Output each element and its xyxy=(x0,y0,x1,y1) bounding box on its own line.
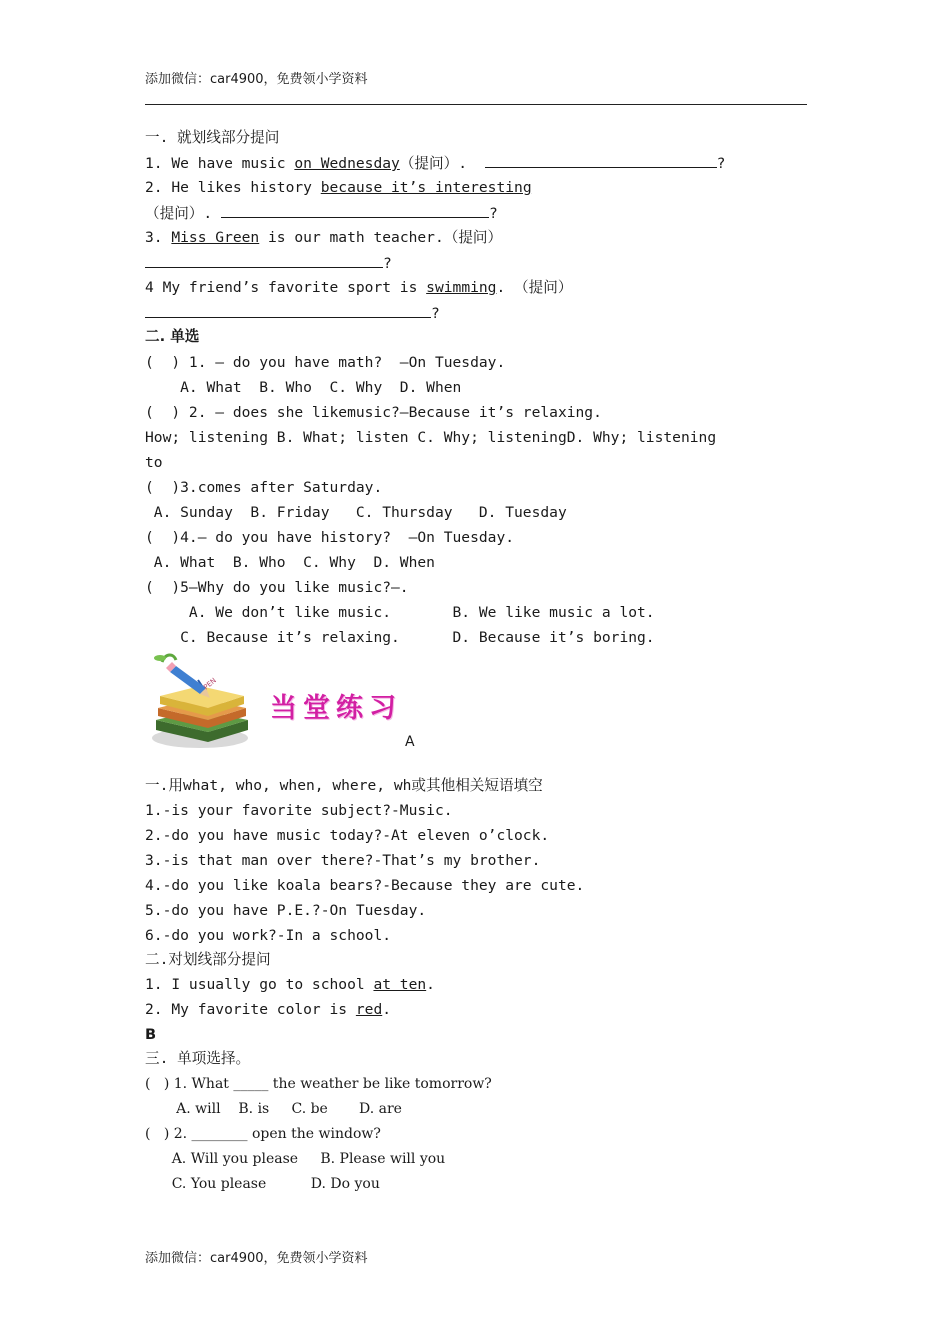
page-footer: 添加微信：car4900，免费领小学资料 xyxy=(145,1251,368,1266)
section-title-choice: 二. 单选 xyxy=(145,328,200,345)
page-header: 添加微信：car4900，免费领小学资料 xyxy=(145,72,368,87)
answer-blank[interactable] xyxy=(145,253,383,268)
logo-text: PEN xyxy=(202,676,218,692)
books-pencil-icon xyxy=(148,650,252,750)
choice-line: ( )5—Why do you like music?—. xyxy=(145,579,409,596)
section-title-underline: 二.对划线部分提问 xyxy=(145,951,271,968)
practice-banner: 当堂练习 xyxy=(270,693,402,724)
single-choice-line: C. You please D. Do you xyxy=(145,1176,380,1192)
question-2: 2. He likes history because it’s interesting xyxy=(145,179,532,196)
fill-line: 1.-is your favorite subject?-Music. xyxy=(145,802,453,819)
section-title-questions: 一. 就划线部分提问 xyxy=(145,129,280,146)
choice-line: A. Sunday B. Friday C. Thursday D. Tuesday xyxy=(145,504,567,521)
question-3: 3. Miss Green is our math teacher.（提问） xyxy=(145,229,503,246)
fill-line: 6.-do you work?-In a school. xyxy=(145,927,392,944)
single-choice-line: A. Will you please B. Please will you xyxy=(145,1151,446,1167)
choice-line: A. We don’t like music. B. We like music a lot. xyxy=(145,604,655,621)
choice-line: ( )4.— do you have history? —On Tuesday. xyxy=(145,529,515,546)
choice-line: How; listening B. What; listen C. Why; listeningD. Why; listening xyxy=(145,429,717,446)
underline-question-2: 2. My favorite color is red. xyxy=(145,1001,392,1018)
question-1: 1. We have music on Wednesday（提问）. ? xyxy=(145,155,726,172)
section-title-fill: 一.用what, who, when, where, wh或其他相关短语填空 xyxy=(145,777,543,794)
level-a-label: A xyxy=(405,734,415,750)
underlined-phrase: Miss Green xyxy=(171,229,260,246)
fill-line: 2.-do you have music today?-At eleven o’clock. xyxy=(145,827,550,844)
single-choice-line: ( ) 2. ________ open the window? xyxy=(145,1126,381,1142)
single-choice-line: ( ) 1. What _____ the weather be like tomorrow? xyxy=(145,1076,492,1092)
single-choice-line: A. will B. is C. be D. are xyxy=(145,1101,402,1117)
underlined-phrase: red xyxy=(355,1001,383,1018)
question-4-blank: ? xyxy=(145,303,440,324)
answer-blank[interactable] xyxy=(485,153,717,168)
question-4: 4 My friend’s favorite sport is swimming. （提问） xyxy=(145,279,573,296)
underlined-phrase: swimming xyxy=(426,279,497,296)
choice-line: A. What B. Who C. Why D. When xyxy=(145,554,435,571)
choice-line: ( ) 2. — does she likemusic?—Because it’s relaxing. xyxy=(145,404,602,421)
fill-line: 3.-is that man over there?-That’s my brother. xyxy=(145,852,541,869)
choice-line: ( )3.comes after Saturday. xyxy=(145,479,383,496)
section-title-single-choice: 三. 单项选择。 xyxy=(145,1050,251,1067)
choice-line: A. What B. Who C. Why D. When xyxy=(145,379,462,396)
question-2-cont: （提问）. ? xyxy=(145,205,498,222)
choice-line: ( ) 1. — do you have math? —On Tuesday. xyxy=(145,354,506,371)
answer-blank[interactable] xyxy=(221,203,489,218)
underlined-phrase: at ten xyxy=(373,976,427,993)
underline-question-1: 1. I usually go to school at ten. xyxy=(145,976,435,993)
choice-line: C. Because it’s relaxing. D. Because it’s boring. xyxy=(145,629,655,646)
level-b-label: B xyxy=(145,1026,157,1043)
fill-line: 5.-do you have P.E.?-On Tuesday. xyxy=(145,902,427,919)
fill-line: 4.-do you like koala bears?-Because they are cute. xyxy=(145,877,585,894)
header-divider xyxy=(145,104,807,105)
underlined-phrase: on Wednesday xyxy=(294,155,400,172)
answer-blank[interactable] xyxy=(145,303,431,318)
choice-line: to xyxy=(145,454,163,471)
question-3-blank: ? xyxy=(145,253,392,274)
underlined-phrase: because it’s interesting xyxy=(320,179,532,196)
